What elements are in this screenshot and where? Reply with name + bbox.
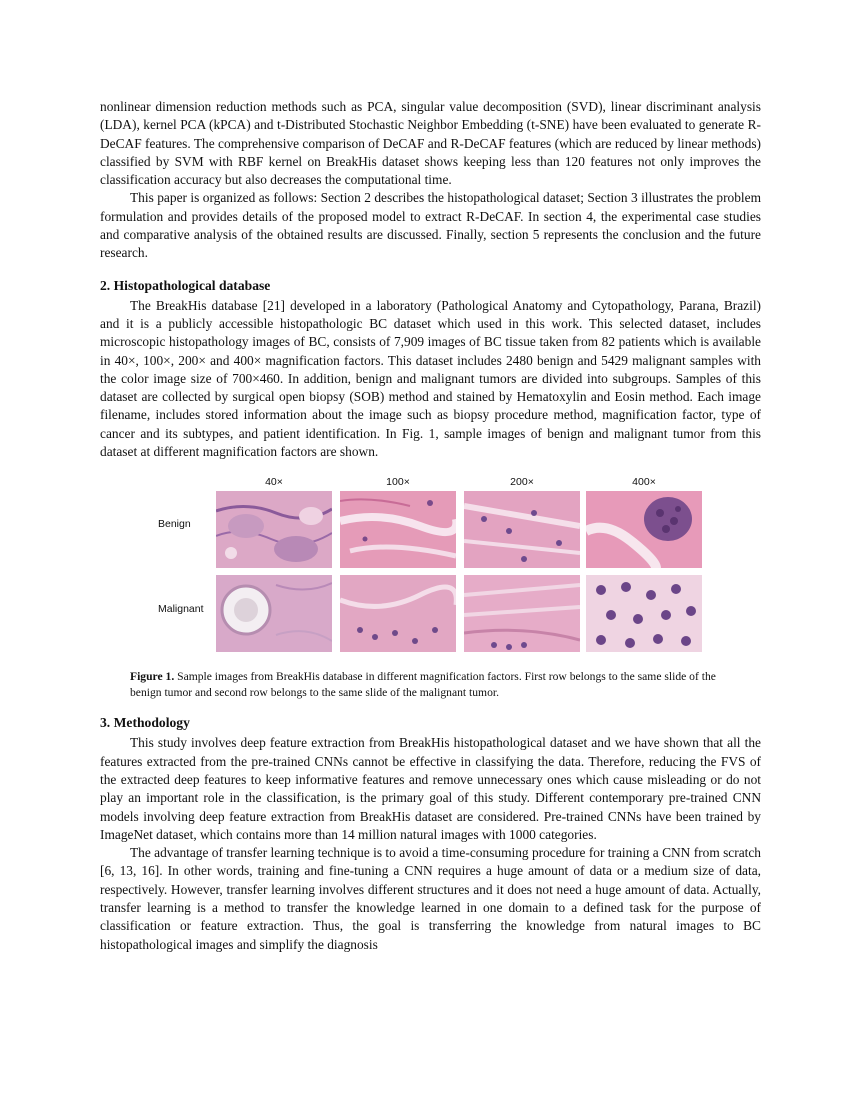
figure-1-grid: [158, 475, 718, 655]
column-label-40x: 40×: [265, 476, 283, 489]
figure-1-caption-label: Figure 1.: [130, 670, 175, 684]
section-3-heading: 3. Methodology: [100, 715, 190, 731]
histology-image-benign-400x: [586, 491, 702, 568]
histology-image-malignant-200x: [464, 575, 580, 652]
histology-image-malignant-100x: [340, 575, 456, 652]
column-label-100x: 100×: [386, 476, 410, 489]
histology-image-benign-200x: [464, 491, 580, 568]
histology-image-malignant-400x: [586, 575, 702, 652]
column-label-200x: 200×: [510, 476, 534, 489]
column-label-400x: 400×: [632, 476, 656, 489]
section-2-body: The BreakHis database [21] developed in a laboratory (Pathological Anatomy and Cytopathology, Parana, Brazil) and it is a publicly accessible histopathologic BC dataset which used in this work. This selected dataset, includes microscopic histopathology images of BC, consists of 7,909 images of BC tissue taken from 82 patients which is available in 40×, 100×, 200× and 400× magnification factors. This dataset includes 2480 benign and 5429 malignant samples with the color image size of 700×460. In addition, benign and malignant tumors are divided into subgroups. Samples of this dataset are collected by surgical open biopsy (SOB) method and stained by Hematoxylin and Eosin method. Each image filename, includes stored information about the image such as biopsy procedure method, magnification factor, type of cancer and its subtypes, and patient identification. In Fig. 1, sample images of benign and malignant tumor from this dataset at different magnification factors are shown.: [100, 297, 761, 460]
document-body: [100, 98, 761, 954]
section-3-paragraph-2: The advantage of transfer learning technique is to avoid a time-consuming procedure for training a CNN from scratch [6, 13, 16]. In other words, training and fine-tuning a CNN requires a huge amount of data or a medium size of data, respectively. However, transfer learning involves different structures and it does not need a huge amount of data. Actually, transfer learning is a method to transfer the knowledge learned in one domain to a defined task for the purpose of classification or feature extraction. Thus, the goal is transferring the knowledge from natural images to BC histopathological images and simplify the diagnosis: [100, 845, 761, 952]
row-label-malignant: Malignant: [158, 603, 204, 616]
figure-1: [100, 475, 761, 700]
section-2-heading: 2. Histopathological database: [100, 277, 271, 293]
paragraph-intro-continued: nonlinear dimension reduction methods such as PCA, singular value decomposition (SVD), linear discriminant analysis (LDA), kernel PCA (kPCA) and t-Distributed Stochastic Neighbor Embedding (t-SNE) have been evaluated to generate R-DeCAF features. The comprehensive comparison of DeCAF and R-DeCAF features (which are reduced by linear methods) classified by SVM with RBF kernel on BreakHis dataset shows keeping less than 120 features not only improves the classification accuracy but also decreases the computational time.: [100, 99, 761, 188]
figure-1-caption: [130, 669, 740, 700]
histology-image-benign-100x: [340, 491, 456, 568]
paragraph-organization: This paper is organized as follows: Section 2 describes the histopathological dataset; Section 3 illustrates the problem formulation and provides details of the proposed model to extract R-DeCAF. In section 4, the experimental case studies and comparative analysis of the obtained results are discussed. Finally, section 5 represents the conclusion and the future research.: [100, 190, 761, 261]
figure-1-caption-text: Sample images from BreakHis database in different magnification factors. First row belongs to the same slide of the benign tumor and second row belongs to the same slide of the malignant tumor.: [130, 670, 716, 699]
row-label-benign: Benign: [158, 518, 191, 531]
histology-image-malignant-40x: [216, 575, 332, 652]
histology-image-benign-40x: [216, 491, 332, 568]
section-3-paragraph-1: This study involves deep feature extraction from BreakHis histopathological dataset and we have shown that all the features extracted from the pre-trained CNNs cannot be effective in classifying the data. Therefore, reducing the FVS of the extracted deep features to keep informative features and remove unnecessary ones which cause misleading or do not play an important role in the classification, is the primary goal of this study. Different contemporary pre-trained CNN models involving deep feature extraction from BreakHis dataset are considered. Pre-trained CNNs have been trained by ImageNet dataset, which contains more than 14 million natural images with 1000 categories.: [100, 735, 761, 842]
